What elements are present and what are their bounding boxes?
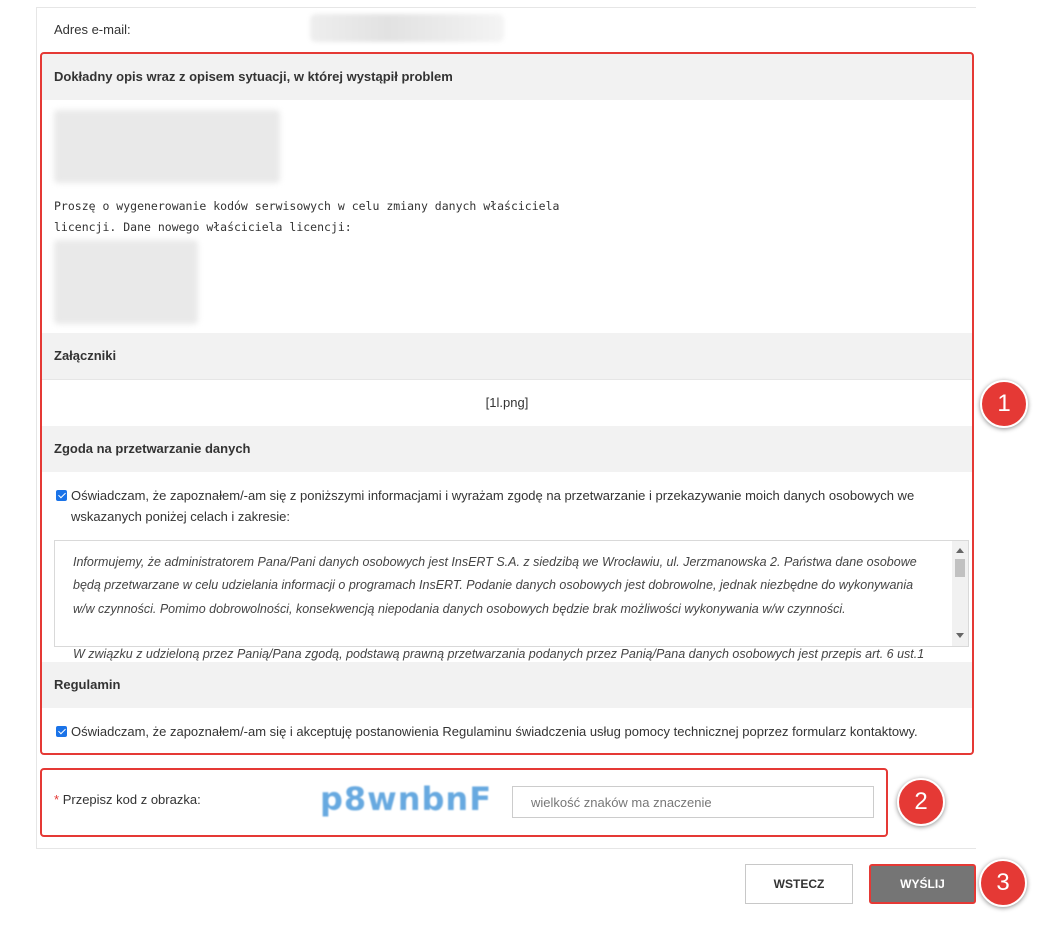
terms-checkbox-label: Oświadczam, że zapoznałem/-am się i akceptuję postanowienia Regulaminu świadczenia usług pomocy technicznej poprzez formularz kontaktowy. — [71, 724, 918, 739]
attachments-header — [42, 333, 972, 379]
policy-paragraph-1: Informujemy, że administratorem Pana/Pani danych osobowych jest InsERT S.A. z siedzibą we Wrocławiu, ul. Jerzmanowska 2. Państwa dane osobowe będą przetwarzane w celu udzielania informacji o programach InsERT. Podanie danych osobowych jest dobrowolne, jednak niezbędne do wykonywania w/w czynności. Pomimo dobrowolności, konsekwencją niepodania danych osobowych będzie brak możliwości wykonywania w/w czynności. — [73, 555, 917, 616]
email-row — [36, 8, 976, 50]
consent-title: Zgoda na przetwarzanie danych — [54, 441, 251, 456]
policy-scrollbar[interactable] — [952, 541, 968, 646]
privacy-policy-text — [73, 551, 931, 667]
annotation-badge-2: 2 — [897, 778, 945, 826]
description-header — [42, 54, 972, 100]
attachments-title: Załączniki — [54, 348, 117, 363]
description-line-1: Proszę o wygenerowanie kodów serwisowych w celu zmiany danych właściciela — [54, 199, 560, 213]
form-left-border — [36, 8, 37, 848]
scroll-up-arrow-icon[interactable] — [956, 548, 964, 553]
consent-checkbox-label: Oświadczam, że zapoznałem/-am się z poniższymi informacjami i wyrażam zgodę na przetwarzanie i przekazywanie moich danych osobowych we wskazanych poniżej celach i zakresie: — [71, 488, 915, 524]
email-value-redacted — [310, 14, 504, 42]
scroll-thumb[interactable] — [955, 559, 965, 577]
bottom-divider — [36, 848, 976, 849]
captcha-label — [54, 792, 201, 807]
terms-title: Regulamin — [54, 677, 121, 692]
terms-checkbox[interactable] — [56, 726, 67, 737]
consent-header — [42, 426, 972, 472]
captcha-input[interactable] — [512, 786, 874, 818]
redacted-owner-data — [54, 240, 198, 324]
annotation-badge-1: 1 — [980, 380, 1028, 428]
back-button[interactable]: WSTECZ — [745, 864, 853, 904]
scroll-down-arrow-icon[interactable] — [956, 633, 964, 638]
policy-paragraph-2: W związku z udzieloną przez Panią/Pana zgodą, podstawą prawną przetwarzania podanych przez Panią/Pana danych osobowych jest przepis art. 6 ust.1 — [73, 647, 925, 662]
privacy-policy-scrollbox[interactable] — [54, 540, 969, 662]
email-label: Adres e-mail: — [54, 22, 131, 37]
description-title: Dokładny opis wraz z opisem sytuacji, w której wystąpił problem — [54, 69, 453, 84]
required-marker: * — [54, 792, 60, 807]
captcha-image: p8wnbnF — [320, 780, 493, 818]
redacted-description-block — [54, 110, 280, 183]
captcha-label-text: Przepisz kod z obrazka: — [62, 792, 201, 807]
consent-checkbox[interactable] — [56, 490, 67, 501]
annotation-badge-3: 3 — [979, 859, 1027, 907]
send-button[interactable]: WYŚLIJ — [869, 864, 976, 904]
terms-checkbox-row[interactable] — [56, 721, 956, 742]
description-line-2: licencji. Dane nowego właściciela licencji: — [54, 220, 352, 234]
attachment-file-link[interactable]: [1l.png] — [485, 395, 529, 410]
terms-header — [42, 662, 972, 708]
consent-checkbox-row[interactable] — [56, 485, 956, 527]
